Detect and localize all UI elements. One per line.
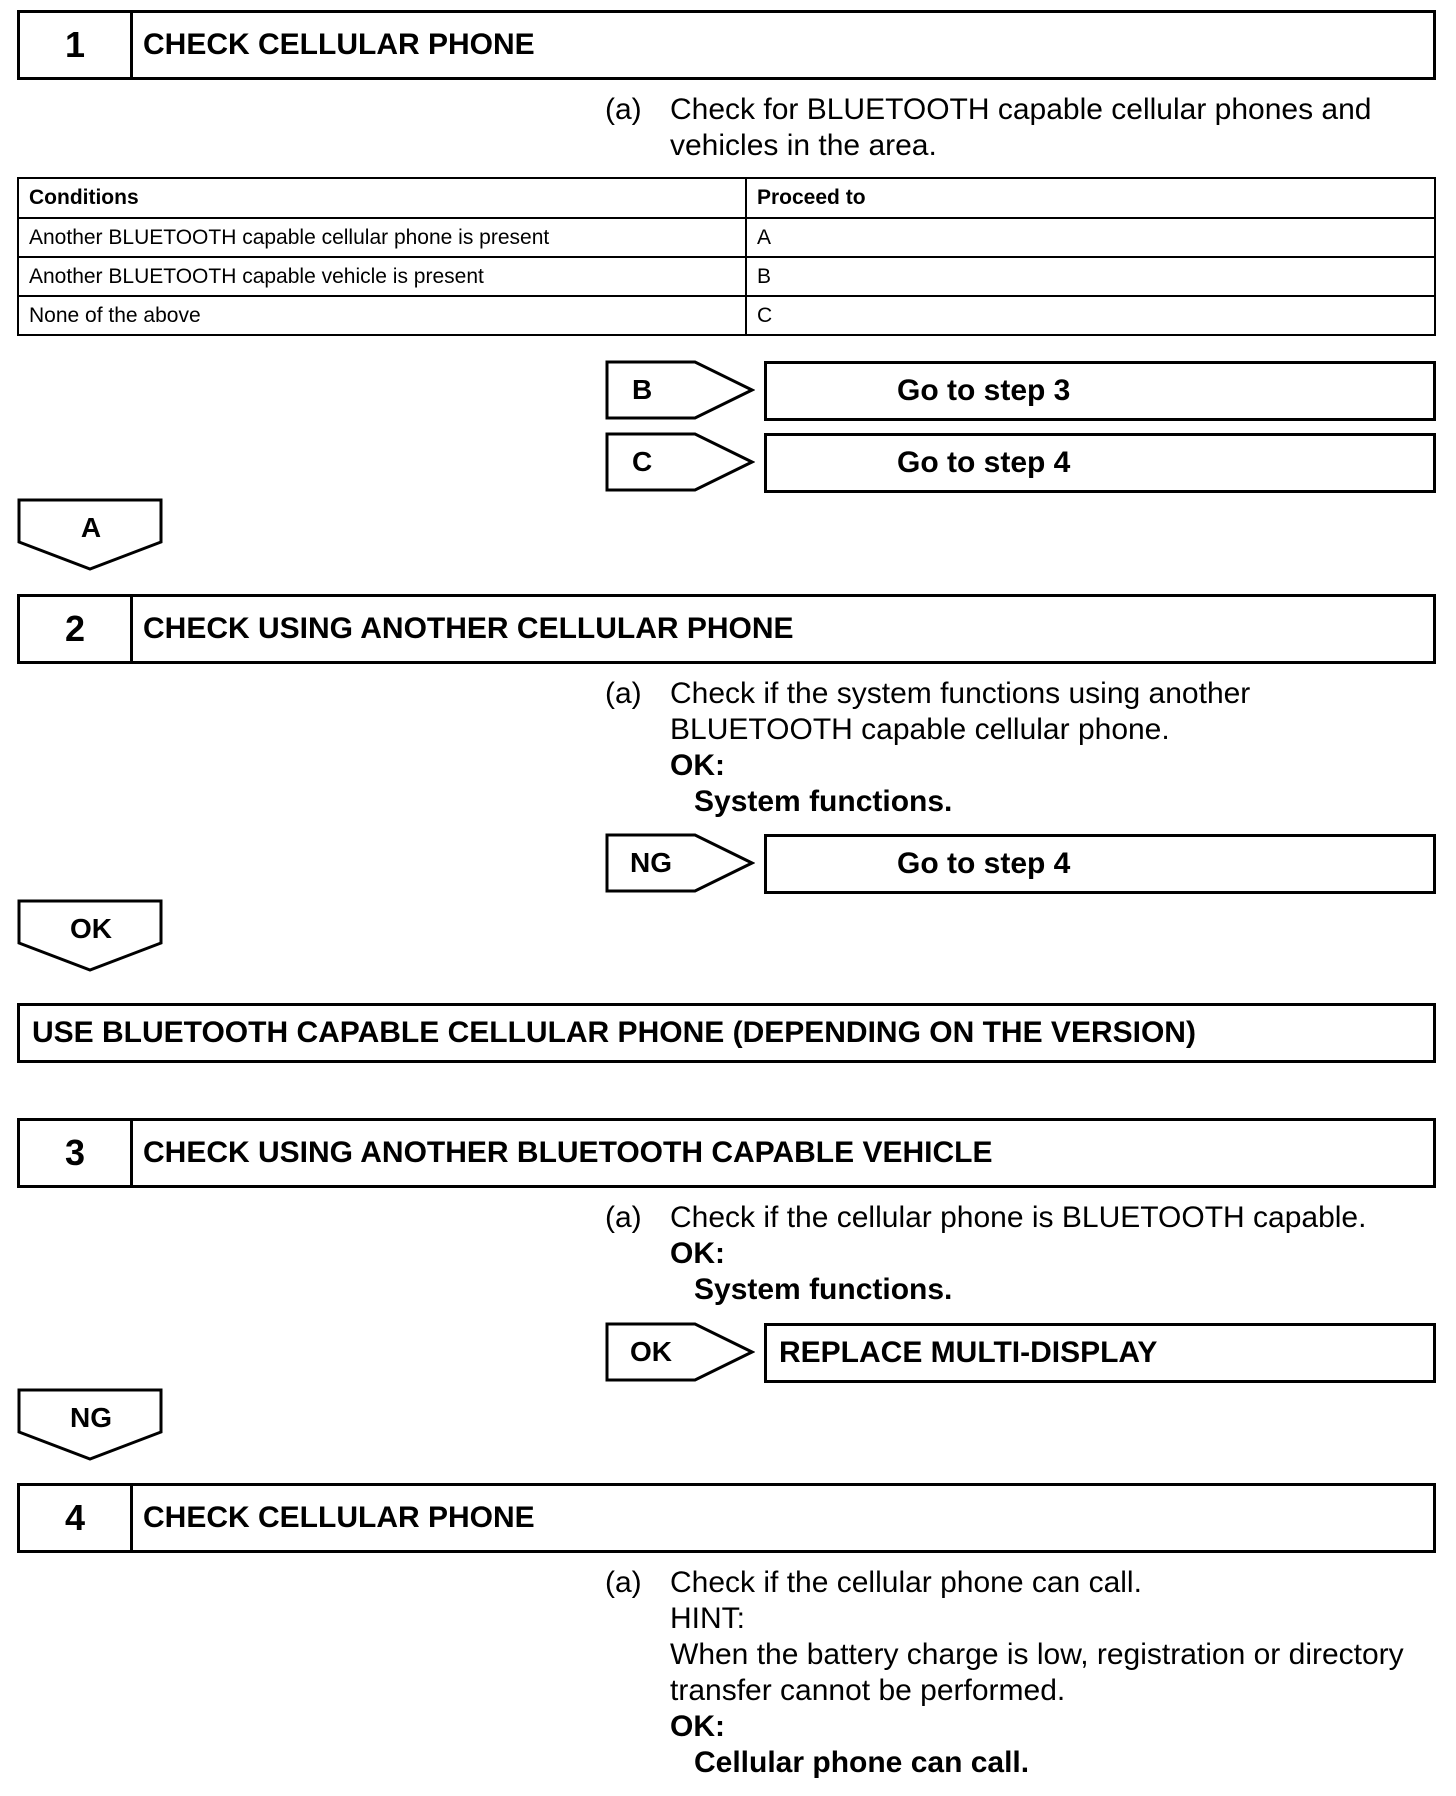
table-cell: B xyxy=(746,257,1435,296)
step-1-line-2: vehicles in the area. xyxy=(670,129,937,162)
step-1-header xyxy=(17,10,1436,80)
branch-b-result: Go to step 3 xyxy=(764,361,1436,421)
table-header-conditions: Conditions xyxy=(18,178,746,218)
step-4-header xyxy=(17,1483,1436,1553)
step-2-header xyxy=(17,594,1436,664)
step-1-item-label: (a) xyxy=(605,93,642,126)
step-4-hint-label: HINT: xyxy=(670,1602,745,1635)
step-4-hint-line-2: transfer cannot be performed. xyxy=(670,1674,1066,1707)
table-row xyxy=(18,257,1435,296)
step-4-number: 4 xyxy=(20,1486,133,1550)
branch-ng-result: Go to step 4 xyxy=(764,834,1436,894)
branch-b-tag: B xyxy=(632,374,653,405)
table-header-row xyxy=(18,178,1435,218)
branch-ng-tag: NG xyxy=(630,847,672,878)
step-3-number: 3 xyxy=(20,1121,133,1185)
step-3-header xyxy=(17,1118,1436,1188)
step-2-number: 2 xyxy=(20,597,133,661)
table-row xyxy=(18,296,1435,335)
step-4-hint-line-1: When the battery charge is low, registration or directory xyxy=(670,1638,1404,1671)
step-4-line-1: Check if the cellular phone can call. xyxy=(670,1566,1142,1599)
step-1-line-1: Check for BLUETOOTH capable cellular phones and xyxy=(670,93,1372,126)
table-row xyxy=(18,218,1435,257)
step-4-ok-value: Cellular phone can call. xyxy=(694,1746,1030,1779)
step-2-line-2: BLUETOOTH capable cellular phone. xyxy=(670,713,1170,746)
table-cell: None of the above xyxy=(18,296,746,335)
step-1-number: 1 xyxy=(20,13,133,77)
step-1-title: CHECK CELLULAR PHONE xyxy=(143,28,535,61)
step-3-ok-value: System functions. xyxy=(694,1273,953,1306)
branch-c-result: Go to step 4 xyxy=(764,433,1436,493)
step-2-item-label: (a) xyxy=(605,677,642,710)
step-3-line-1: Check if the cellular phone is BLUETOOTH capable. xyxy=(670,1201,1367,1234)
use-bluetooth-phone-box: USE BLUETOOTH CAPABLE CELLULAR PHONE (DEPENDING ON THE VERSION) xyxy=(17,1003,1436,1063)
step-2-line-1: Check if the system functions using another xyxy=(670,677,1251,710)
step-4-ok-label: OK: xyxy=(670,1710,725,1743)
step-4-item-label: (a) xyxy=(605,1566,642,1599)
table-cell: C xyxy=(746,296,1435,335)
branch-ok-result: REPLACE MULTI-DISPLAY xyxy=(764,1323,1436,1383)
down-arrow-ng-label: NG xyxy=(70,1402,112,1433)
step-4-title: CHECK CELLULAR PHONE xyxy=(143,1501,535,1534)
branch-c-arrow-shape xyxy=(605,432,755,492)
branch-ok-arrow-shape xyxy=(605,1322,755,1382)
step-3-item-label: (a) xyxy=(605,1201,642,1234)
branch-b-arrow-shape xyxy=(605,360,755,420)
branch-ok-tag: OK xyxy=(630,1336,672,1367)
table-header-proceed: Proceed to xyxy=(746,178,1435,218)
table-cell: A xyxy=(746,218,1435,257)
branch-c-tag: C xyxy=(632,446,653,477)
table-cell: Another BLUETOOTH capable cellular phone is present xyxy=(18,218,746,257)
step-3-ok-label: OK: xyxy=(670,1237,725,1270)
conditions-table xyxy=(17,177,1436,336)
step-2-ok-value: System functions. xyxy=(694,785,953,818)
step-3-title: CHECK USING ANOTHER BLUETOOTH CAPABLE VEHICLE xyxy=(143,1136,993,1169)
down-arrow-ok-label: OK xyxy=(70,913,112,944)
table-cell: Another BLUETOOTH capable vehicle is present xyxy=(18,257,746,296)
branch-ng-arrow-shape xyxy=(605,833,755,893)
step-2-title: CHECK USING ANOTHER CELLULAR PHONE xyxy=(143,612,794,645)
down-arrow-a-label: A xyxy=(80,512,102,543)
step-2-ok-label: OK: xyxy=(670,749,725,782)
